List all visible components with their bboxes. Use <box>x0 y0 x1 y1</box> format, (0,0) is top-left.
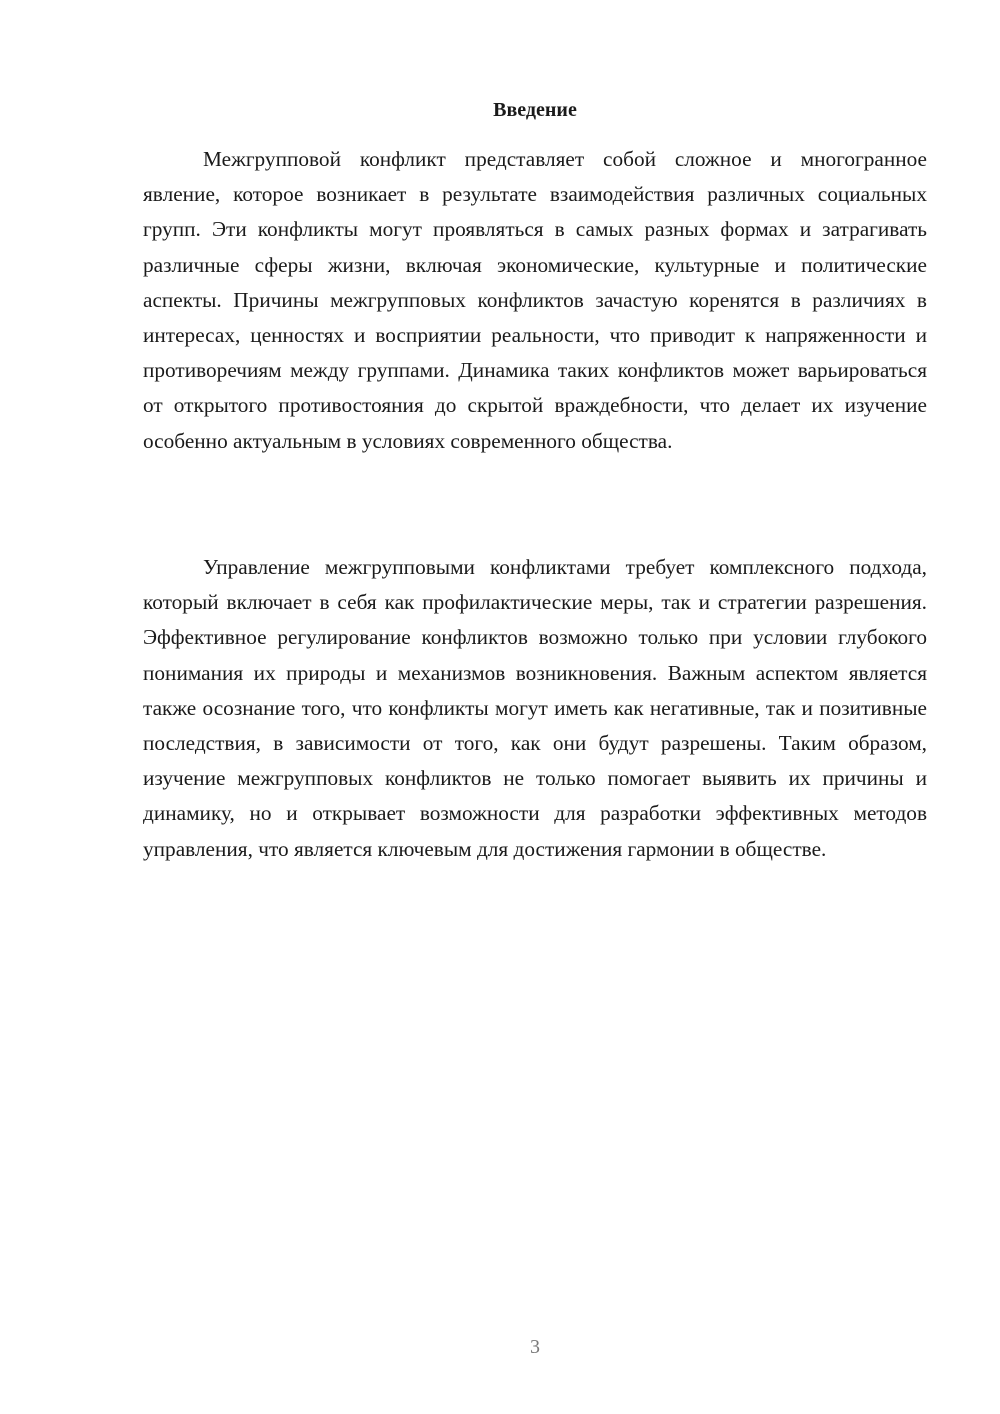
paragraph-2: Управление межгрупповыми конфликтами требует комплексного подхода, который включает в себя как профилактические меры, так и стратегии разрешения. Эффективное регулирование конфликтов возможно только при условии глубокого понимания их природы и механизмов возникновения. Важным аспектом является также осознание того, что конфликты могут иметь как негативные, так и позитивные последствия, в зависимости от того, как они будут разрешены. Таким образом, изучение межгрупповых конфликтов не только помогает выявить их причины и динамику, но и открывает возможности для разработки эффективных методов управления, что является ключевым для достижения гармонии в обществе. <box>143 555 927 861</box>
paragraph-1: Межгрупповой конфликт представляет собой сложное и многогранное явление, которое возникает в результате взаимодействия различных социальных групп. Эти конфликты могут проявляться в самых разных формах и затрагивать различные сферы жизни, включая экономические, культурные и политические аспекты. Причины межгрупповых конфликтов зачастую коренятся в различиях в интересах, ценностях и восприятии реальности, что приводит к напряженности и противоречиям между группами. Динамика таких конфликтов может варьироваться от открытого противостояния до скрытой враждебности, что делает их изучение особенно актуальным в условиях современного общества. <box>143 147 927 453</box>
page-number: 3 <box>530 1336 540 1358</box>
page-title: Введение <box>493 99 577 121</box>
